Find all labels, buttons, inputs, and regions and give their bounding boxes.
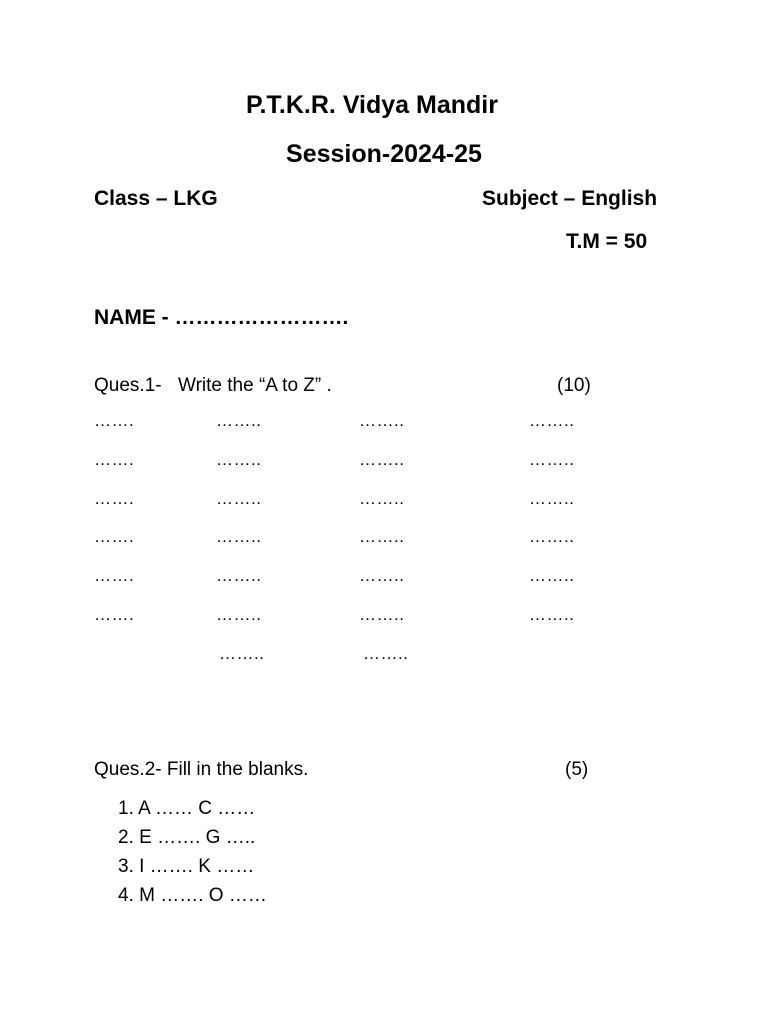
q1-blank: …….. (359, 411, 405, 430)
q1-blank: …….. (216, 566, 262, 585)
q2-item: 3. I ……. K …… (118, 856, 255, 877)
q1-blank: …….. (363, 644, 409, 663)
school-name: P.T.K.R. Vidya Mandir (246, 91, 498, 119)
q1-blank: ……. (94, 450, 135, 469)
q1-blank: …….. (216, 450, 262, 469)
q1-blank: ……. (94, 605, 135, 624)
q1-text: Write the “A to Z” . (178, 375, 332, 396)
q1-blank: …….. (216, 605, 262, 624)
q1-blank: …….. (219, 644, 265, 663)
q1-blank: …….. (216, 527, 262, 546)
q1-blank: ……. (94, 566, 135, 585)
q1-blank: …….. (359, 527, 405, 546)
q1-blank: ……. (94, 527, 135, 546)
q1-blank: …….. (529, 411, 575, 430)
subject-label: Subject – English (482, 187, 658, 210)
q1-blank: …….. (359, 450, 405, 469)
session-title: Session-2024-25 (286, 140, 482, 168)
total-marks: T.M = 50 (566, 230, 648, 253)
q1-blank: …….. (529, 566, 575, 585)
q1-blank: …….. (216, 489, 262, 508)
q1-blank: …….. (529, 450, 575, 469)
q2-marks: (5) (565, 759, 589, 780)
q2-item: 1. A …… C …… (118, 798, 256, 819)
q1-blank: ……. (94, 411, 135, 430)
q1-blank: ……. (94, 489, 135, 508)
q2-item: 2. E ……. G ….. (118, 827, 256, 848)
student-name-line: NAME - ……………………. (94, 306, 349, 329)
q1-blank: …….. (529, 527, 575, 546)
q1-blank: …….. (359, 489, 405, 508)
q1-number: Ques.1- (94, 375, 162, 396)
q1-blank: …….. (359, 566, 405, 585)
q2-item: 4. M ……. O …… (118, 885, 267, 906)
q1-blank: …….. (529, 489, 575, 508)
q1-marks: (10) (557, 375, 591, 396)
class-label: Class – LKG (94, 187, 218, 210)
q1-blank: …….. (359, 605, 405, 624)
q1-blank: …….. (216, 411, 262, 430)
q1-blank: …….. (529, 605, 575, 624)
q2-heading: Ques.2- Fill in the blanks. (94, 759, 309, 780)
